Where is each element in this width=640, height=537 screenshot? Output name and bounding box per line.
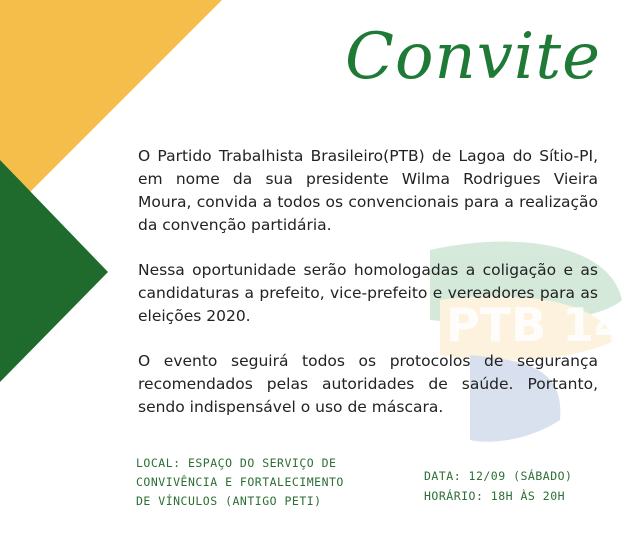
location-line: LOCAL: ESPAÇO DO SERVIÇO DE [136, 456, 337, 470]
page-title: Convite [345, 20, 601, 94]
watermark-text: PTB 14 [446, 298, 627, 352]
event-date: DATA: 12/09 (SÁBADO) [424, 469, 573, 483]
location-line: CONVIVÊNCIA E FORTALECIMENTO [136, 475, 344, 489]
date-time-info [424, 466, 624, 506]
green-triangle [0, 160, 108, 382]
location-info [136, 454, 376, 511]
homologation-paragraph: Nessa oportunidade serão homologadas a coligação e as candidaturas a prefeito, vice-prefeito e vereadores para as eleições 2020. [138, 261, 598, 325]
event-time: HORÁRIO: 18H ÀS 20H [424, 489, 566, 503]
location-line: DE VÍNCULOS (ANTIGO PETI) [136, 494, 322, 508]
invitation-paragraph: O Partido Trabalhista Brasileiro(PTB) de Lagoa do Sítio-PI, em nome da sua presidente Wilma Rodrigues Vieira Moura, convida a todos os convencionais para a realização da convenção partidária. [138, 147, 598, 234]
safety-paragraph: O evento seguirá todos os protocolos de segurança recomendados pelas autoridades de saúde. Portanto, sendo indispensável o uso de máscara. [138, 352, 598, 416]
